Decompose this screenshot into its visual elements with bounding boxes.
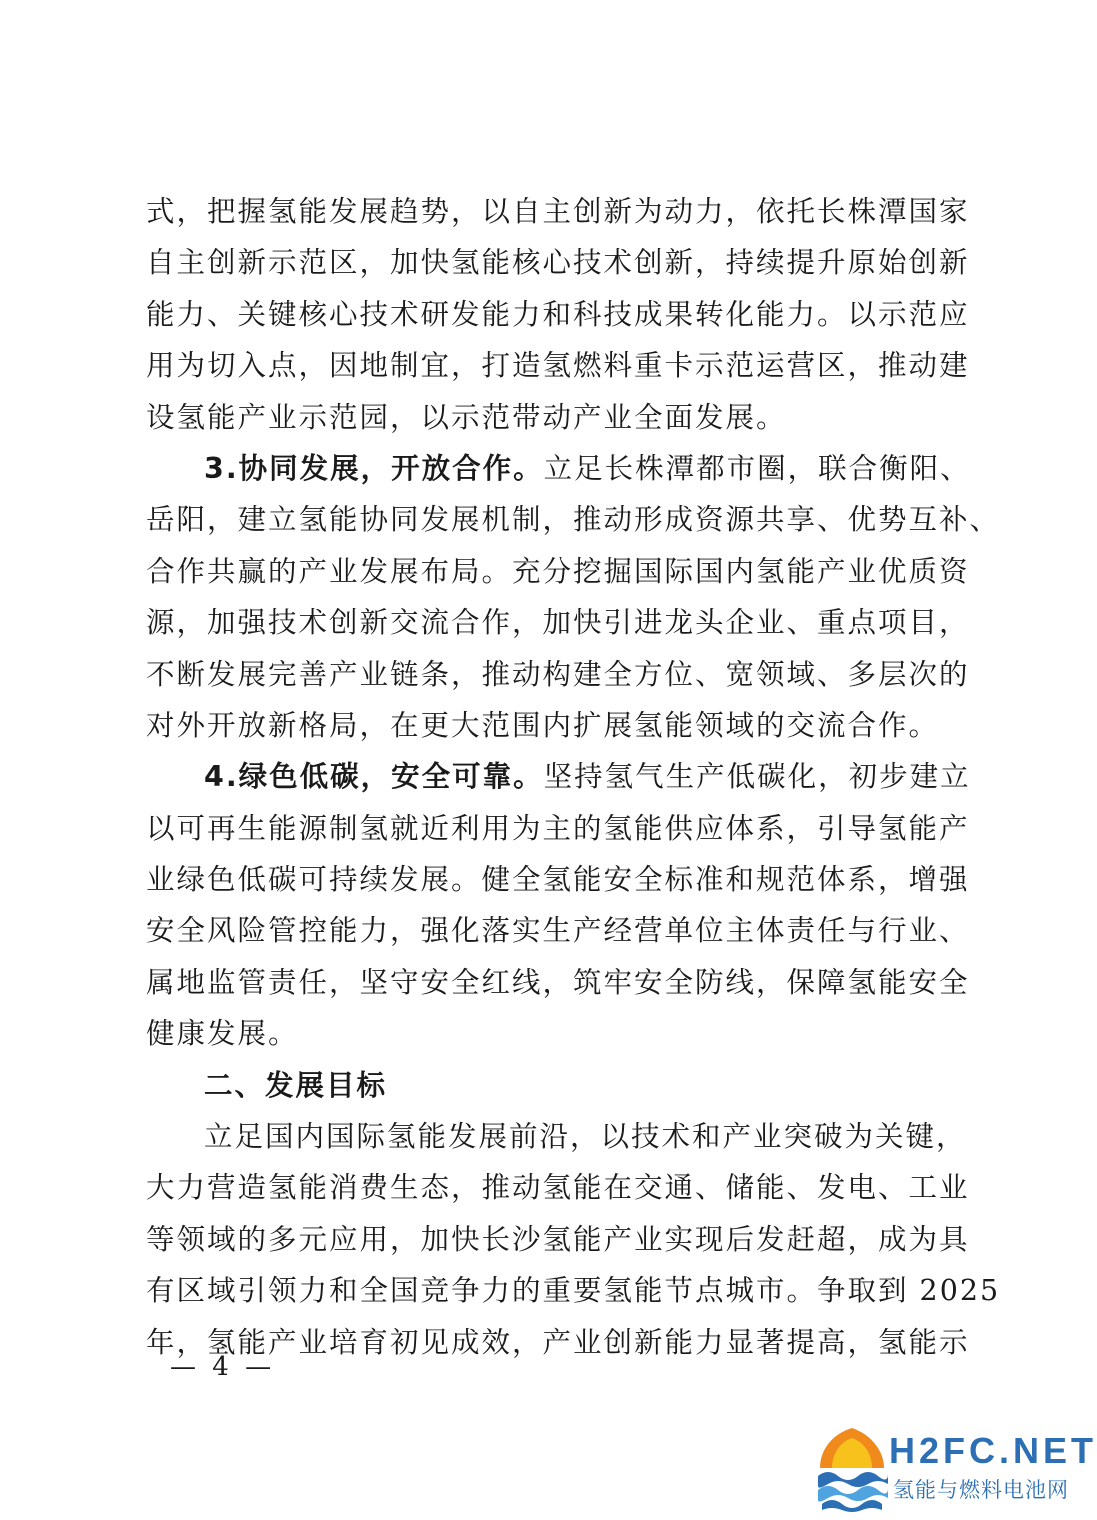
text-line: 设氢能产业示范园，以示范带动产业全面发展。 (146, 400, 787, 434)
text-line: 对外开放新格局，在更大范围内扩展氢能领域的交流合作。 (146, 708, 940, 742)
text-span: 坚持氢气生产低碳化，初步建立 (543, 760, 971, 794)
text-line: 等领域的多元应用，加快长沙氢能产业实现后发赶超，成为具 (146, 1222, 970, 1256)
logo-subtitle: 氢能与燃料电池网 (893, 1478, 1069, 1502)
paragraph-first-line (146, 751, 971, 802)
text-line: 合作共赢的产业发展布局。充分挖掘国际国内氢能产业优质资 (146, 554, 970, 588)
text-line: 大力营造氢能消费生态，推动氢能在交通、储能、发电、工业 (146, 1171, 970, 1205)
paragraph-heading: 3.协同发展，开放合作。 (204, 451, 544, 485)
paragraph-heading: 4.绿色低碳，安全可靠。 (204, 760, 544, 794)
text-line: 自主创新示范区，加快氢能核心技术创新，持续提升原始创新 (146, 246, 970, 280)
text-line: 能力、关键核心技术研发能力和科技成果转化能力。以示范应 (146, 297, 970, 331)
page-number: — 4 — (170, 1352, 276, 1382)
text-line: 业绿色低碳可持续发展。健全氢能安全标准和规范体系，增强 (146, 863, 970, 897)
document-body (146, 186, 1001, 1368)
watermark-logo (812, 1422, 1097, 1518)
paragraph-first-line (146, 443, 971, 494)
text-line: 年，氢能产业培育初见成效，产业创新能力显著提高，氢能示 (146, 1325, 970, 1359)
section-heading: 二、发展目标 (204, 1068, 388, 1102)
text-line: 不断发展完善产业链条，推动构建全方位、宽领域、多层次的 (146, 657, 970, 691)
text-line: 用为切入点，因地制宜，打造氢燃料重卡示范运营区，推动建 (146, 349, 970, 383)
text-line: 源，加强技术创新交流合作，加快引进龙头企业、重点项目， (146, 606, 970, 640)
text-line: 有区域引领力和全国竞争力的重要氢能节点城市。争取到 2025 (146, 1274, 1001, 1308)
h2fc-logo-icon (812, 1424, 892, 1514)
text-line: 属地监管责任，坚守安全红线，筑牢安全防线，保障氢能安全 (146, 965, 970, 999)
text-line: 岳阳，建立氢能协同发展机制，推动形成资源共享、优势互补、 (146, 503, 1001, 537)
logo-text: H2FC.NET (889, 1430, 1097, 1471)
text-line: 立足国内国际氢能发展前沿，以技术和产业突破为关键， (204, 1120, 967, 1154)
text-line: 健康发展。 (146, 1017, 299, 1051)
text-line: 式，把握氢能发展趋势，以自主创新为动力，依托长株潭国家 (146, 195, 970, 228)
text-span: 立足长株潭都市圈，联合衡阳、 (543, 451, 971, 485)
text-line: 安全风险管控能力，强化落实生产经营单位主体责任与行业、 (146, 914, 970, 948)
text-line: 以可再生能源制氢就近利用为主的氢能供应体系，引导氢能产 (146, 811, 970, 845)
